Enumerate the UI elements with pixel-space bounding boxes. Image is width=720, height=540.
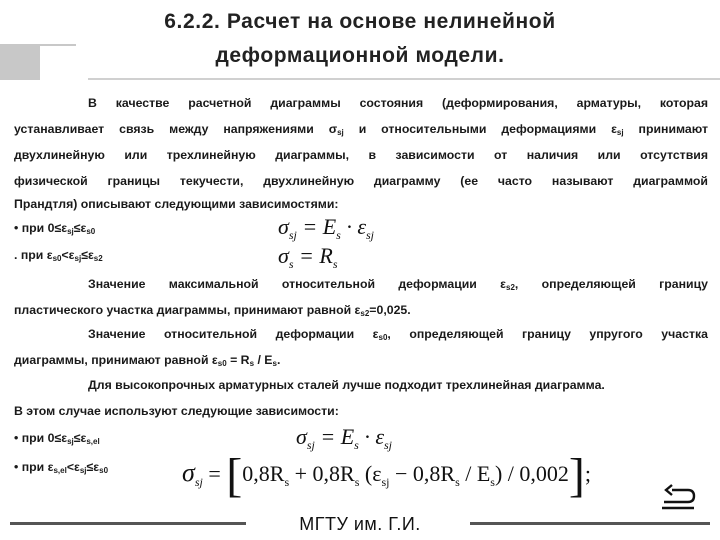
title-divider (88, 78, 720, 80)
formula-transition: $\sigma_{sj} = [0,8R_s + 0,8R_s$ $(\varepsilon_{sj} - 0,8R_s / E_s) / 0,002$]; (182, 449, 592, 502)
intro-line-4: физической границы текучести, двухлинейную диаграмму (ее часто называют диаграммой (14, 174, 708, 188)
intro-line-3: двухлинейную или трехлинейную диаграммы, в зависимости от наличия или отсутствия (14, 148, 708, 162)
footer-university: МГТУ им. Г.И. (299, 514, 421, 534)
condition-3: • при $0\le\varepsilon_{sj}\le\varepsilon_{s,el}$ (14, 431, 100, 446)
para-3-line-1: Значение относительной деформации $\varepsilon_{s0}$, определяющей границу упругого участка (88, 327, 708, 342)
para-4-line-2: В этом случае используют следующие зависимости: (14, 404, 339, 418)
formula-elastic: $\sigma_{sj} = E_s \cdot \varepsilon_{sj}$ (278, 214, 375, 242)
condition-1: • при $0\le\varepsilon_{sj}\le\varepsilon_{s0}$ (14, 221, 96, 236)
para-2-line-2: пластического участка диаграммы, принимают равной $\varepsilon_{s2}=0,025$. (14, 303, 411, 318)
para-3-line-2: диаграммы, принимают равной $\varepsilon_{s0} = R_s / E_s$. (14, 353, 281, 368)
condition-4: • при $\varepsilon_{s,el}<\varepsilon_{sj}\le\varepsilon_{s0}$ (14, 460, 109, 475)
para-2-line-1: Значение максимальной относительной деформации $\varepsilon_{s2}$, определяющей границу (88, 277, 708, 292)
intro-line-5: Прандтля) описывают следующими зависимостями: (14, 197, 339, 211)
condition-2: . при $\varepsilon_{s0}<\varepsilon_{sj}\le\varepsilon_{s2}$ (14, 248, 103, 263)
slide-title-line-1: 6.2.2. Расчет на основе нелинейной (164, 10, 556, 33)
formula-plastic: $\sigma_s = R_s$ (278, 243, 338, 271)
intro-line-2: устанавливает связь между напряжениями $\sigma_{sj}$ и относительными деформациями $\varepsilon_{sj}$ принимают (14, 122, 708, 137)
para-4-line-1: Для высокопрочных арматурных сталей лучше подходит трехлинейная диаграмма. (88, 378, 605, 392)
formula-elastic-trilinear: $\sigma_{sj} = E_s \cdot \varepsilon_{sj}$ (296, 424, 393, 452)
return-arrow-icon[interactable] (658, 482, 698, 510)
slide-title-line-2: деформационной модели. (215, 44, 505, 67)
intro-line-1: В качестве расчетной диаграммы состояния (деформирования, арматуры, которая (88, 96, 708, 110)
